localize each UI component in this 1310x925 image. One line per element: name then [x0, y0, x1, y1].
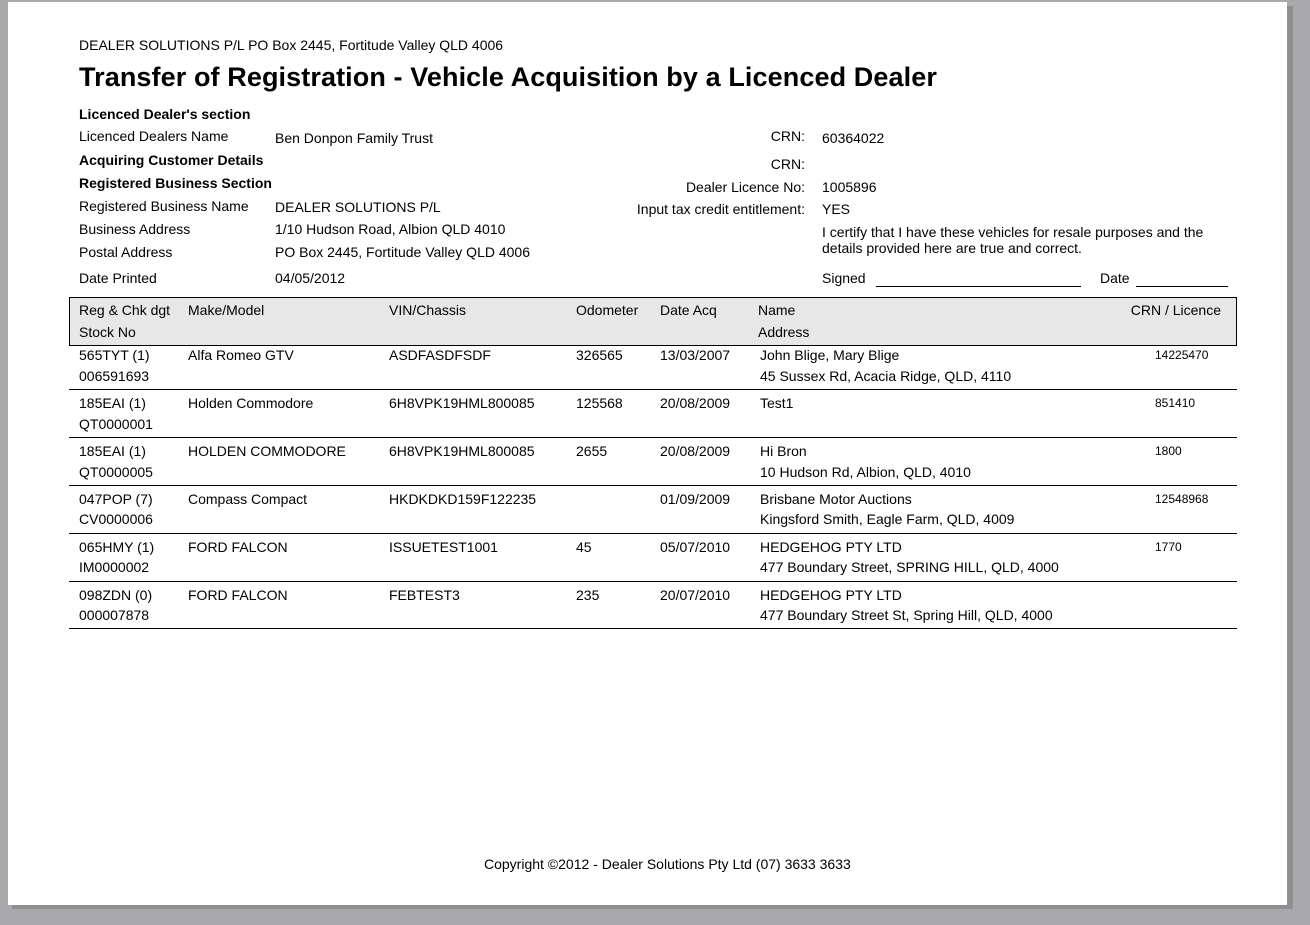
row-divider — [69, 628, 1237, 629]
row-vin: HKDKDKD159F122235 — [389, 491, 537, 507]
row-reg: 185EAI (1) — [79, 443, 146, 459]
page-title: Transfer of Registration - Vehicle Acquisition by a Licenced Dealer — [79, 62, 937, 92]
header-vin: VIN/Chassis — [389, 302, 467, 318]
row-address: 477 Boundary Street St, Spring Hill, QLD, 4000 — [760, 607, 1053, 623]
row-divider — [69, 581, 1237, 582]
header-reg: Reg & Chk dgt — [79, 302, 171, 318]
row-reg: 185EAI (1) — [79, 395, 146, 411]
row-stock: 006591693 — [79, 368, 150, 384]
dealer-licence-value: 1005896 — [822, 179, 877, 195]
header-crn: CRN / Licence — [1130, 302, 1221, 318]
row-address: Kingsford Smith, Eagle Farm, QLD, 4009 — [760, 511, 1015, 527]
row-crn: 1800 — [1155, 444, 1182, 458]
row-stock: IM0000002 — [79, 559, 150, 575]
row-name: Test1 — [760, 395, 794, 411]
row-stock: QT0000005 — [79, 464, 153, 480]
postal-address-label: Postal Address — [79, 244, 173, 260]
dealer-licence-label: Dealer Licence No: — [685, 179, 805, 195]
row-crn: 12548968 — [1155, 492, 1209, 506]
header-make: Make/Model — [188, 302, 265, 318]
dealer-name-value: Ben Donpon Family Trust — [275, 130, 433, 146]
row-odometer: 2655 — [576, 443, 608, 459]
customer-crn-label: CRN: — [770, 156, 805, 172]
sign-date-line — [1136, 286, 1228, 287]
row-reg: 047POP (7) — [79, 491, 153, 507]
row-address: 10 Hudson Rd, Albion, QLD, 4010 — [760, 464, 971, 480]
company-line: DEALER SOLUTIONS P/L PO Box 2445, Fortitude Valley QLD 4006 — [79, 37, 504, 53]
tax-credit-value: YES — [822, 201, 851, 217]
row-address: 477 Boundary Street, SPRING HILL, QLD, 4000 — [760, 559, 1059, 575]
row-reg: 565TYT (1) — [79, 347, 150, 363]
footer-copyright: Copyright ©2012 - Dealer Solutions Pty Ltd (07) 3633 3633 — [484, 856, 851, 872]
row-vin: 6H8VPK19HML800085 — [389, 395, 535, 411]
row-vin: ASDFASDFSDF — [389, 347, 491, 363]
row-name: Brisbane Motor Auctions — [760, 491, 912, 507]
row-name: Hi Bron — [760, 443, 807, 459]
row-reg: 065HMY (1) — [79, 539, 155, 555]
header-odometer: Odometer — [576, 302, 639, 318]
row-date: 05/07/2010 — [660, 539, 731, 555]
row-make: Compass Compact — [188, 491, 308, 507]
date-printed-label: Date Printed — [79, 270, 157, 286]
row-name: HEDGEHOG PTY LTD — [760, 539, 902, 555]
business-name-value: DEALER SOLUTIONS P/L — [275, 199, 441, 215]
row-odometer: 125568 — [576, 395, 623, 411]
header-address: Address — [758, 324, 810, 340]
row-stock: QT0000001 — [79, 416, 153, 432]
business-address-value: 1/10 Hudson Road, Albion QLD 4010 — [275, 221, 506, 237]
row-date: 13/03/2007 — [660, 347, 731, 363]
signed-label: Signed — [822, 270, 866, 286]
row-crn: 1770 — [1155, 540, 1182, 554]
header-name: Name — [758, 302, 796, 318]
row-odometer: 326565 — [576, 347, 623, 363]
row-crn: 14225470 — [1155, 348, 1209, 362]
row-odometer: 45 — [576, 539, 592, 555]
row-make: FORD FALCON — [188, 587, 288, 603]
dealer-name-label: Licenced Dealers Name — [79, 128, 229, 144]
row-date: 20/08/2009 — [660, 443, 731, 459]
row-divider — [69, 485, 1237, 486]
row-make: Alfa Romeo GTV — [188, 347, 294, 363]
row-stock: 000007878 — [79, 607, 150, 623]
row-odometer: 235 — [576, 587, 600, 603]
row-vin: FEBTEST3 — [389, 587, 460, 603]
dealer-section-heading: Licenced Dealer's section — [79, 106, 251, 122]
row-divider — [69, 437, 1237, 438]
dealer-crn-label: CRN: — [770, 128, 805, 144]
row-date: 01/09/2009 — [660, 491, 731, 507]
row-reg: 098ZDN (0) — [79, 587, 153, 603]
row-crn: 851410 — [1155, 396, 1196, 410]
signature-line — [876, 286, 1081, 287]
row-make: HOLDEN COMMODORE — [188, 443, 346, 459]
dealer-crn-value: 60364022 — [822, 130, 885, 146]
certify-statement: I certify that I have these vehicles for resale purposes and the details provided here are true and correct. — [822, 224, 1204, 256]
row-name: John Blige, Mary Blige — [760, 347, 900, 363]
header-stock: Stock No — [79, 324, 136, 340]
row-make: Holden Commodore — [188, 395, 314, 411]
row-divider — [69, 389, 1237, 390]
row-divider — [69, 533, 1237, 534]
row-stock: CV0000006 — [79, 511, 153, 527]
tax-credit-label: Input tax credit entitlement: — [636, 201, 805, 217]
date-printed-value: 04/05/2012 — [275, 270, 346, 286]
business-section-heading: Registered Business Section — [79, 175, 272, 191]
page-shadow-bottom — [12, 905, 1293, 909]
row-make: FORD FALCON — [188, 539, 288, 555]
row-date: 20/08/2009 — [660, 395, 731, 411]
postal-address-value: PO Box 2445, Fortitude Valley QLD 4006 — [275, 244, 530, 260]
row-address: 45 Sussex Rd, Acacia Ridge, QLD, 4110 — [760, 368, 1012, 384]
page-shadow-right — [1287, 6, 1293, 909]
business-name-label: Registered Business Name — [79, 198, 249, 214]
row-vin: 6H8VPK19HML800085 — [389, 443, 535, 459]
header-date-acq: Date Acq — [660, 302, 717, 318]
sign-date-label: Date — [1100, 270, 1130, 286]
row-name: HEDGEHOG PTY LTD — [760, 587, 902, 603]
row-date: 20/07/2010 — [660, 587, 731, 603]
business-address-label: Business Address — [79, 221, 191, 237]
customer-section-heading: Acquiring Customer Details — [79, 152, 264, 168]
row-vin: ISSUETEST1001 — [389, 539, 498, 555]
